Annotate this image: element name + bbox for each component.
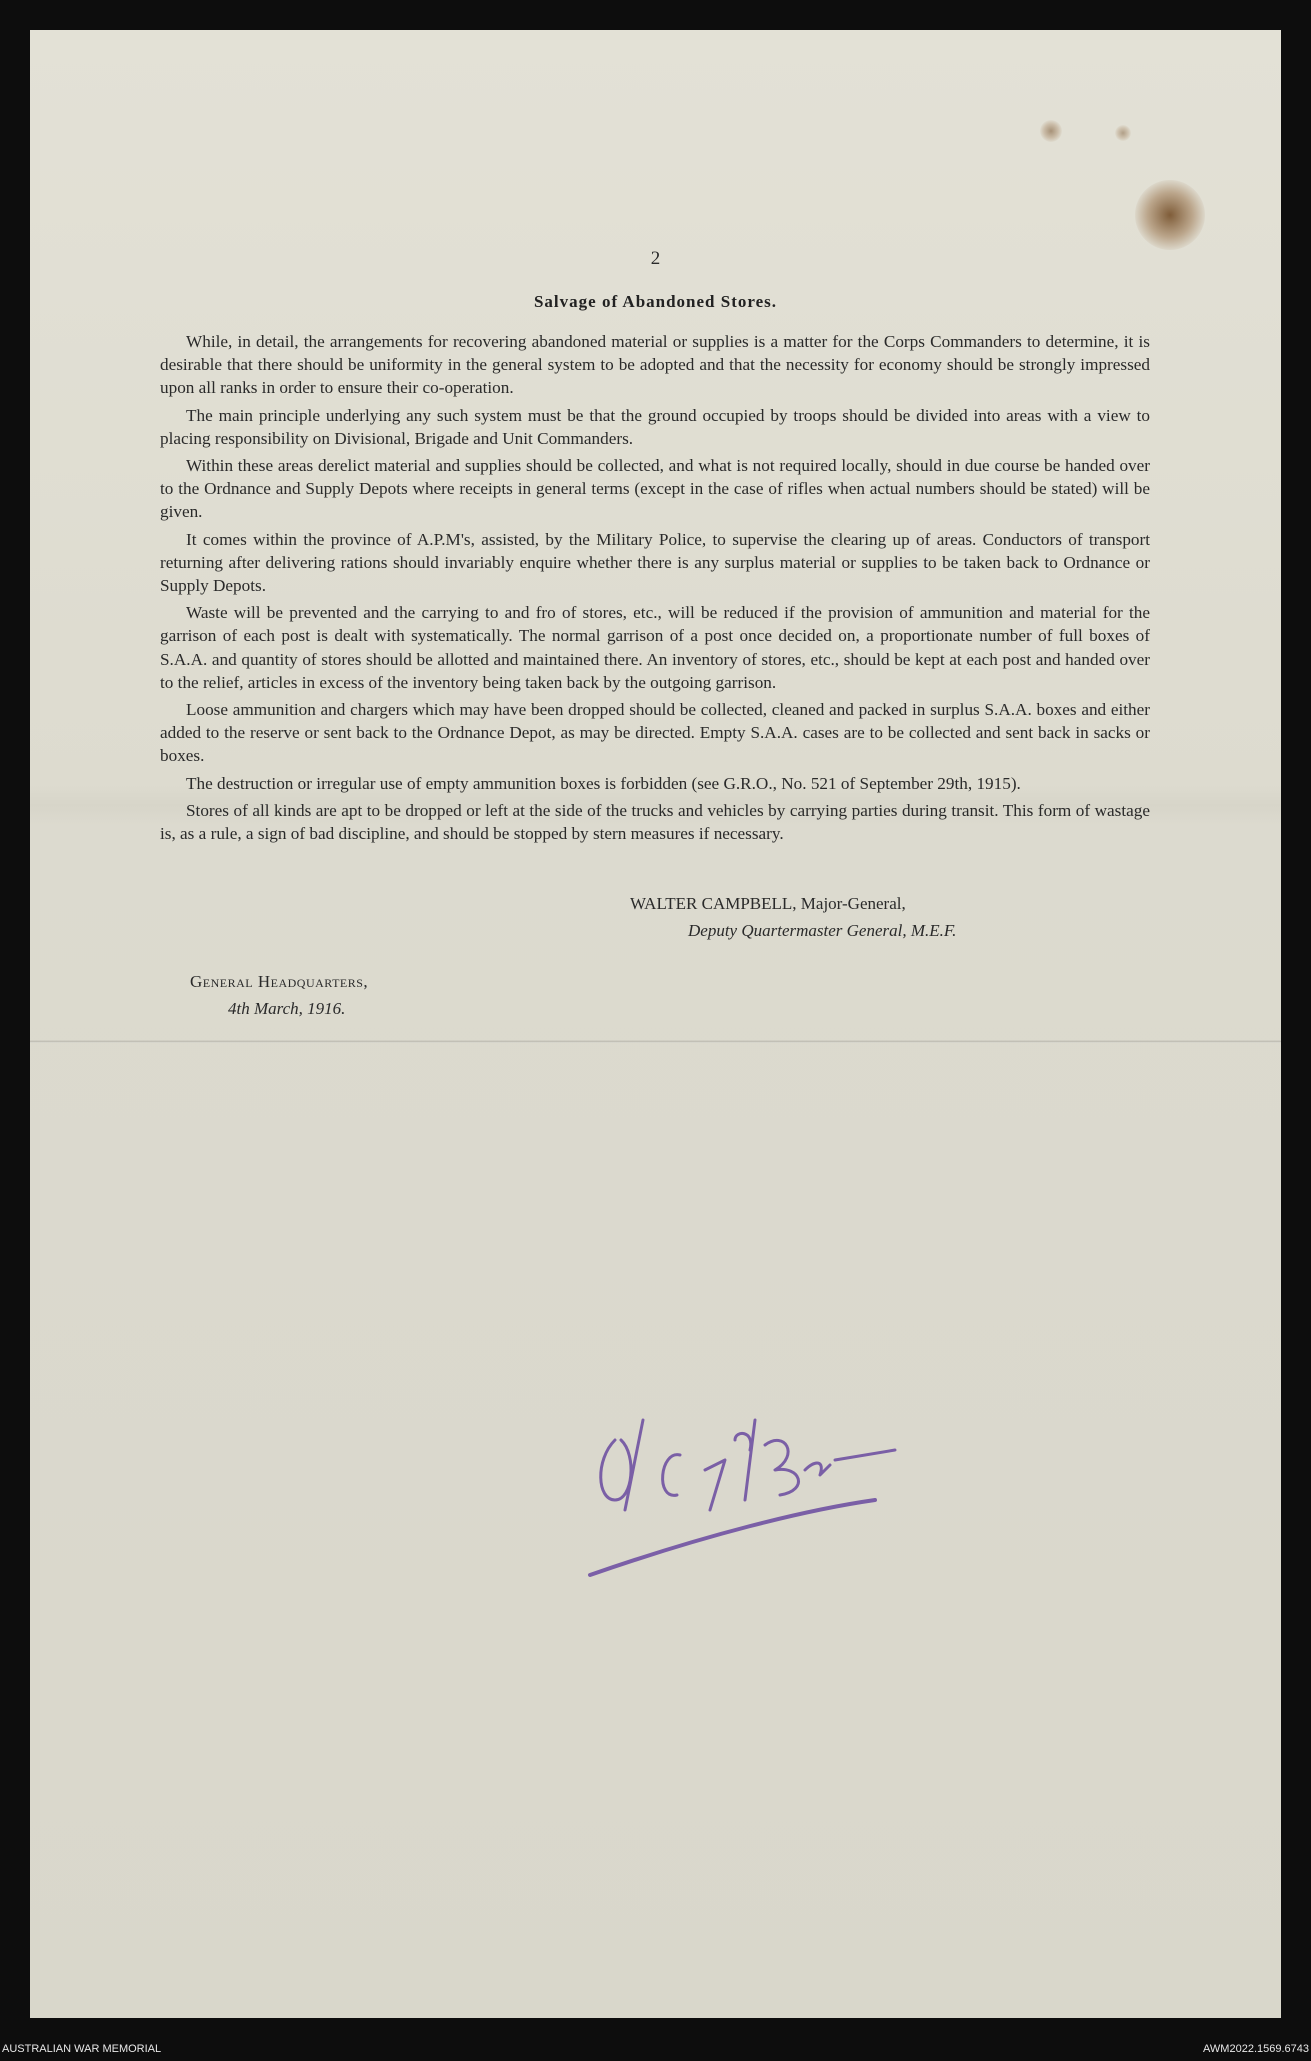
paragraph: Within these areas derelict material and supplies should be collected, and what is not required locally, should in due course be handed over to the Ordnance and Supply Depots where receipts in general terms (except in the case of rifles when actual numbers should be stated) will be given. [160, 456, 1150, 522]
document-page [30, 30, 1281, 2018]
signatory-title: Deputy Quartermaster General, M.E.F. [688, 921, 957, 940]
footer-institution: AUSTRALIAN WAR MEMORIAL [2, 2043, 162, 2055]
rust-spot [1115, 125, 1131, 141]
paragraph: Stores of all kinds are apt to be dropped or left at the side of the trucks and vehicles by carrying parties during transit. This form of wastage is, as a rule, a sign of bad discipline, and should be stopped by stern measures if necessary. [160, 800, 1150, 844]
rust-spot [1040, 120, 1062, 142]
body-text [160, 330, 1150, 849]
section-heading: Salvage of Abandoned Stores. [533, 292, 778, 311]
rust-stain [1135, 180, 1205, 250]
document-date: 4th March, 1916. [228, 999, 346, 1018]
headquarters-name: General Headquarters, [190, 972, 369, 991]
paragraph: The main principle underlying any such system must be that the ground occupied by troops should be divided into areas with a view to placing responsibility on Divisional, Brigade and Unit Commanders. [160, 405, 1150, 448]
handwritten-annotation [585, 1360, 1005, 1590]
footer-accession-number: AWM2022.1569.6743 [1203, 2043, 1309, 2055]
headquarters-block [190, 968, 368, 1022]
paragraph: Loose ammunition and chargers which may have been dropped should be collected, cleaned and packed in surplus S.A.A. boxes and either added to the reserve or sent back to the Ordnance Depot, as may be directed. Empty S.A.A. cases are to be collected and sent back in sacks or boxes. [160, 700, 1150, 766]
paragraph: It comes within the province of A.P.M's, assisted, by the Military Police, to supervise the clearing up of areas. Conductors of transport returning after delivering rations should invariably enquire whether there is any surplus material or supplies to be taken back to Ordnance or Supply Depots. [160, 529, 1150, 596]
paragraph: Waste will be prevented and the carrying to and fro of stores, etc., will be reduced if the provision of ammunition and material for the garrison of each post is dealt with systematically. The normal garrison of a post once decided on, a proportionate number of full boxes of S.A.A. and quantity of stores should be allotted and maintained there. An inventory of stores, etc., should be kept at each post and handed over to the relief, articles in excess of the inventory being taken back by the outgoing garrison. [160, 603, 1150, 692]
signature-block [630, 890, 956, 944]
paper-fold-line [30, 1040, 1281, 1043]
signatory-name: WALTER CAMPBELL, Major-General, [630, 894, 906, 913]
paragraph: The destruction or irregular use of empty ammunition boxes is forbidden (see G.R.O., No. 521 of September 29th, 1915). [186, 773, 1021, 793]
paragraph: While, in detail, the arrangements for recovering abandoned material or supplies is a matter for the Corps Commanders to determine, it is desirable that there should be uniformity in the general system to be adopted and that the necessity for economy should be strongly impressed upon all ranks in order to ensure their co-operation. [160, 332, 1150, 398]
page-number: 2 [650, 248, 661, 269]
